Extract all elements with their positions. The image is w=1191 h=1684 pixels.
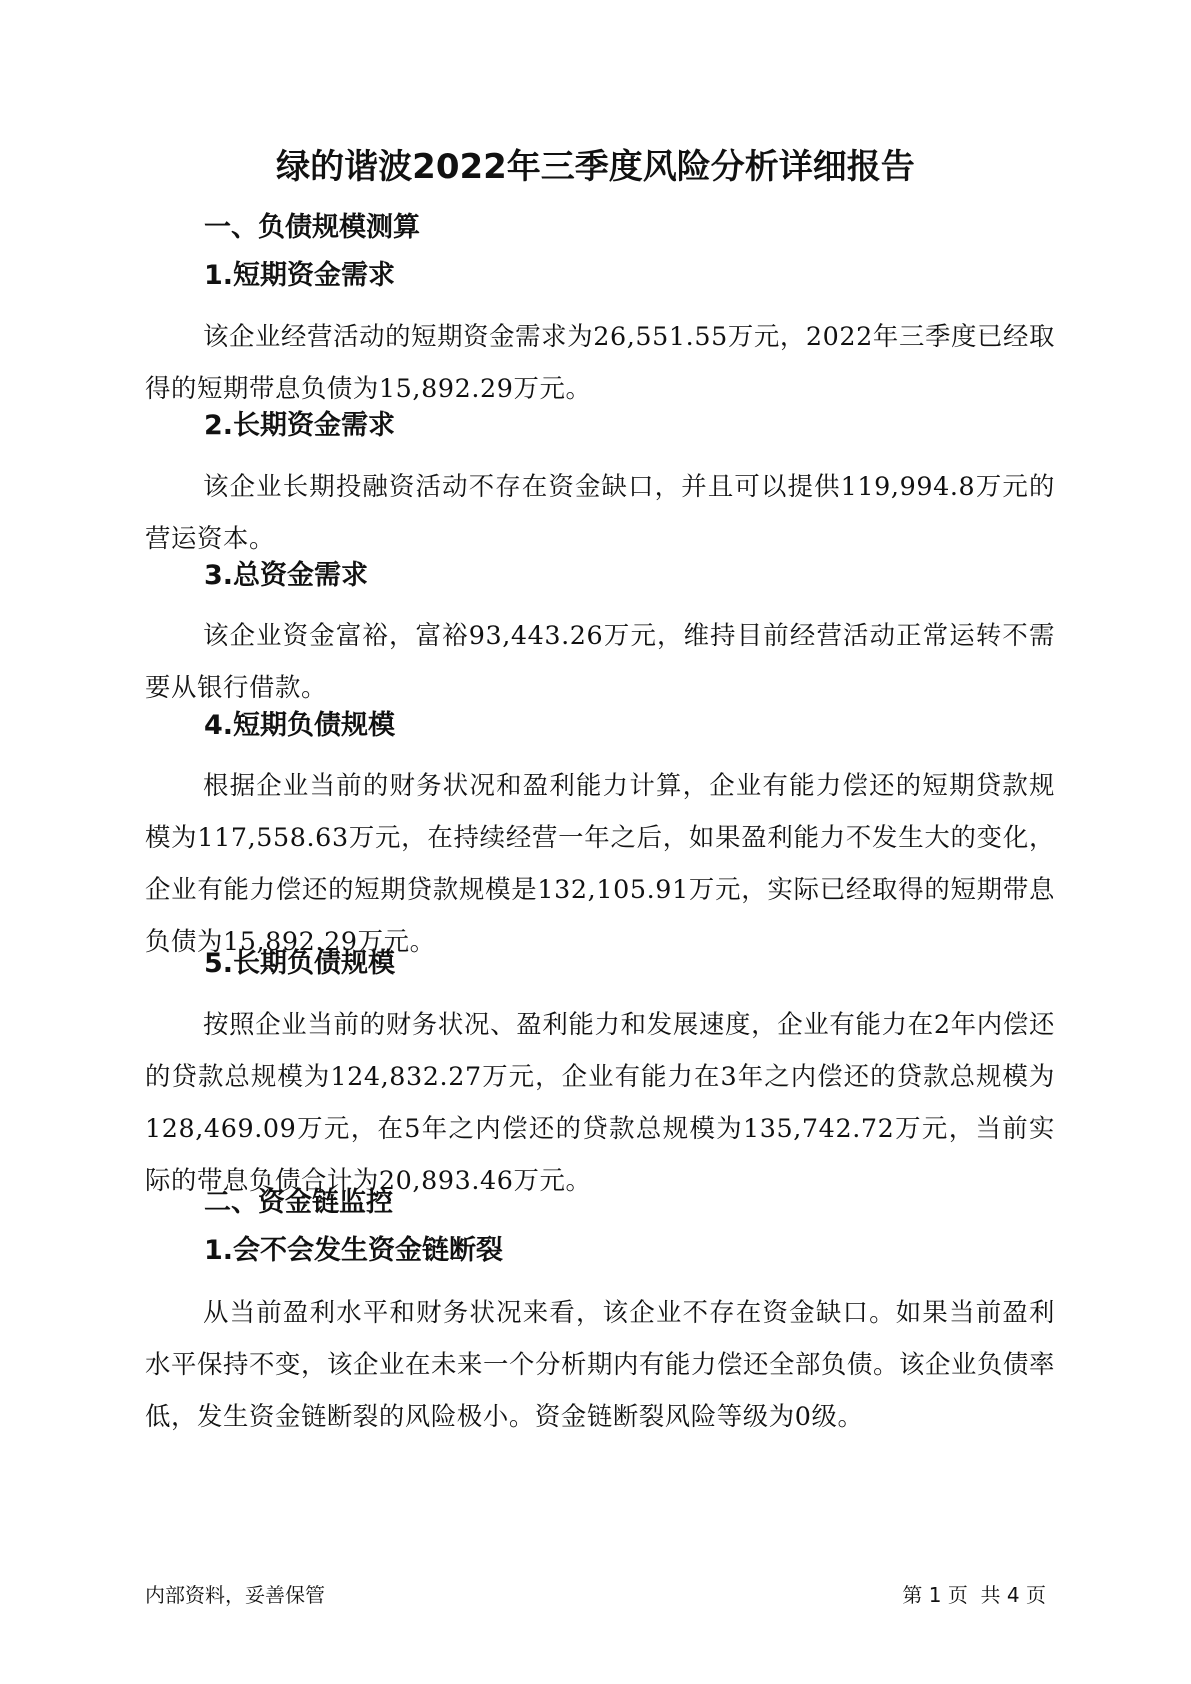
footer-confidential-note: 内部资料，妥善保管 bbox=[145, 1583, 325, 1607]
subsection-heading: 2.长期资金需求 bbox=[204, 410, 396, 441]
subsection-heading: 1.短期资金需求 bbox=[204, 260, 396, 291]
subsection-heading: 5.长期负债规模 bbox=[204, 948, 396, 979]
section-heading: 一、负债规模测算 bbox=[204, 212, 420, 243]
section-heading: 二、资金链监控 bbox=[204, 1187, 393, 1218]
subsection-heading: 1.会不会发生资金链断裂 bbox=[204, 1235, 504, 1266]
subsection-heading: 3.总资金需求 bbox=[204, 560, 369, 591]
paragraph: 从当前盈利水平和财务状况来看，该企业不存在资金缺口。如果当前盈利水平保持不变，该企业在未来一个分析期内有能力偿还全部负债。该企业负债率低，发生资金链断裂的风险极小。资金链断裂风险等级为0级。 bbox=[145, 1297, 1055, 1431]
paragraph: 该企业资金富裕，富裕93,443.26万元，维持目前经营活动正常运转不需要从银行借款。 bbox=[145, 620, 1055, 702]
document-title: 绿的谐波2022年三季度风险分析详细报告 bbox=[276, 147, 915, 187]
footer-page-number: 第 1 页 共 4 页 bbox=[902, 1583, 1046, 1607]
paragraph: 根据企业当前的财务状况和盈利能力计算，企业有能力偿还的短期贷款规模为117,558.63万元，在持续经营一年之后，如果盈利能力不发生大的变化，企业有能力偿还的短期贷款规模是132,105.91万元，实际已经取得的短期带息负债为15,892.29万元。 bbox=[145, 770, 1055, 956]
paragraph: 该企业长期投融资活动不存在资金缺口，并且可以提供119,994.8万元的营运资本。 bbox=[145, 471, 1055, 553]
paragraph: 按照企业当前的财务状况、盈利能力和发展速度，企业有能力在2年内偿还的贷款总规模为124,832.27万元，企业有能力在3年之内偿还的贷款总规模为128,469.09万元，在5年之内偿还的贷款总规模为135,742.72万元，当前实际的带息负债合计为20,893.46万元。 bbox=[145, 1009, 1055, 1195]
subsection-heading: 4.短期负债规模 bbox=[204, 710, 396, 741]
paragraph: 该企业经营活动的短期资金需求为26,551.55万元，2022年三季度已经取得的短期带息负债为15,892.29万元。 bbox=[145, 321, 1055, 403]
